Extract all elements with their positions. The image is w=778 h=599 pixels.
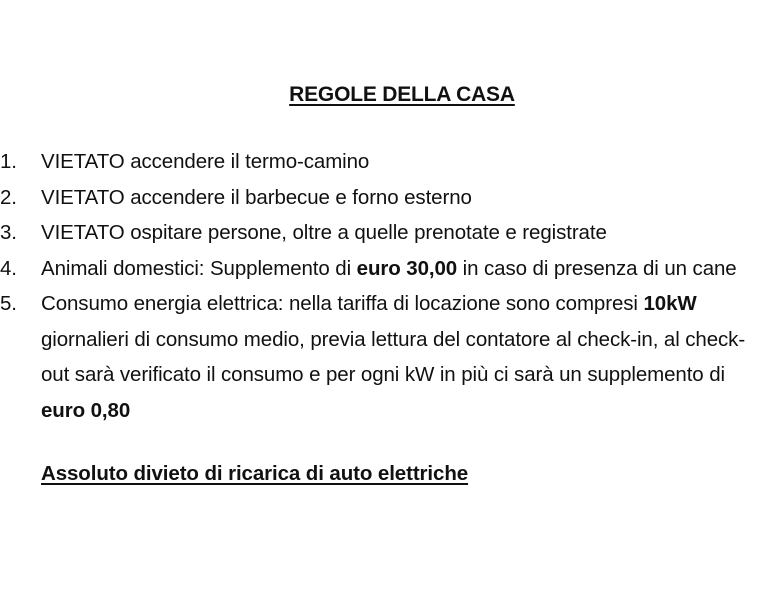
- energy-supplement-amount: euro 0,80: [41, 398, 131, 422]
- rule-item-1: [0, 144, 778, 180]
- rule-text-part: Consumo energia elettrica: nella tariffa di locazione sono compresi: [41, 292, 644, 315]
- rule-number: 5.: [0, 292, 17, 315]
- rule-item-3: [0, 215, 778, 251]
- rule-number: 2.: [0, 185, 17, 209]
- rule-text: VIETATO accendere il barbecue e forno esterno: [41, 185, 472, 209]
- rule-item-4: [0, 251, 778, 287]
- rule-item-5: [0, 286, 778, 428]
- rule-text-part: giornalieri di consumo medio, previa lettura del contatore al check-in, al check-out sarà verificato il consumo e per ogni kW in più ci sarà un supplemento di: [41, 327, 746, 386]
- rule-text-part: Animali domestici: Supplemento di: [41, 256, 357, 280]
- energy-allowance: 10kW: [643, 292, 697, 315]
- rule-number: 3.: [0, 221, 17, 244]
- final-note: Assoluto divieto di ricarica di auto elettriche: [41, 462, 469, 485]
- pet-supplement-amount: euro 30,00: [356, 256, 458, 280]
- rules-list: [0, 144, 778, 428]
- rule-text: [41, 292, 745, 422]
- rule-text: VIETATO accendere il termo-camino: [41, 150, 370, 173]
- rule-text: VIETATO ospitare persone, oltre a quelle prenotate e registrate: [41, 221, 607, 244]
- rule-number: 1.: [0, 150, 17, 173]
- rule-text: [41, 257, 737, 280]
- rule-text-part: in caso di presenza di un cane: [457, 256, 737, 280]
- rule-number: 4.: [0, 256, 17, 280]
- page-title: REGOLE DELLA CASA: [289, 83, 515, 106]
- rule-item-2: [0, 180, 778, 216]
